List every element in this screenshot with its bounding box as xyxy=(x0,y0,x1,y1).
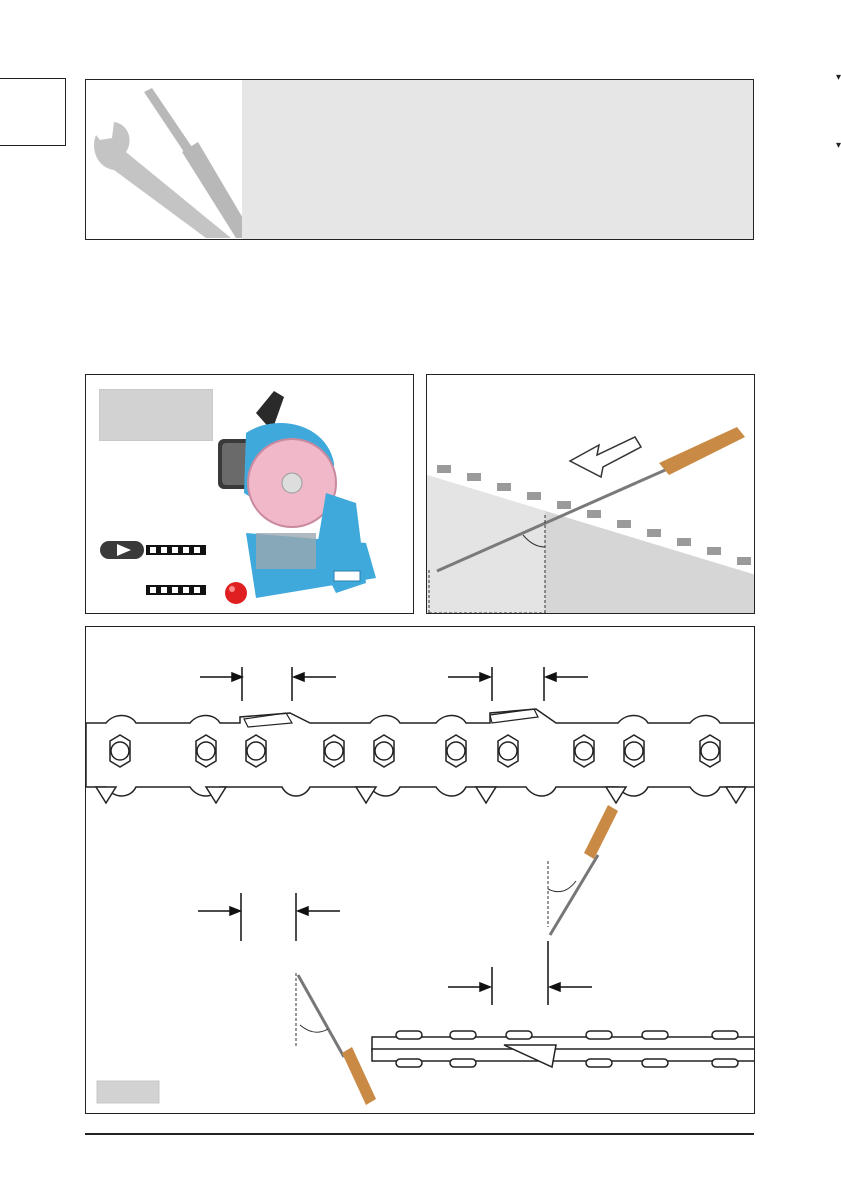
round-file-icon xyxy=(296,973,376,1105)
language-tab xyxy=(0,78,66,146)
play-icon[interactable] xyxy=(100,540,210,560)
header-box xyxy=(85,79,754,240)
header-text-area xyxy=(242,80,753,239)
wrench-screwdriver-icon xyxy=(86,80,244,238)
footer-rule xyxy=(85,1133,754,1135)
grinder-label-box xyxy=(99,389,213,441)
saw-chain-icon xyxy=(86,627,755,1114)
chain-diagram-panel xyxy=(85,626,755,1114)
filing-panel xyxy=(426,374,755,614)
direction-arrow-icon xyxy=(570,437,641,477)
edge-mark-bottom: ▾ xyxy=(836,140,841,151)
grinder-panel xyxy=(85,374,414,614)
edge-mark-top: ▾ xyxy=(836,72,841,83)
filing-illustration xyxy=(427,375,755,614)
chain-sharpener-machine-icon xyxy=(216,383,406,609)
filmstrip-icon xyxy=(144,583,208,597)
